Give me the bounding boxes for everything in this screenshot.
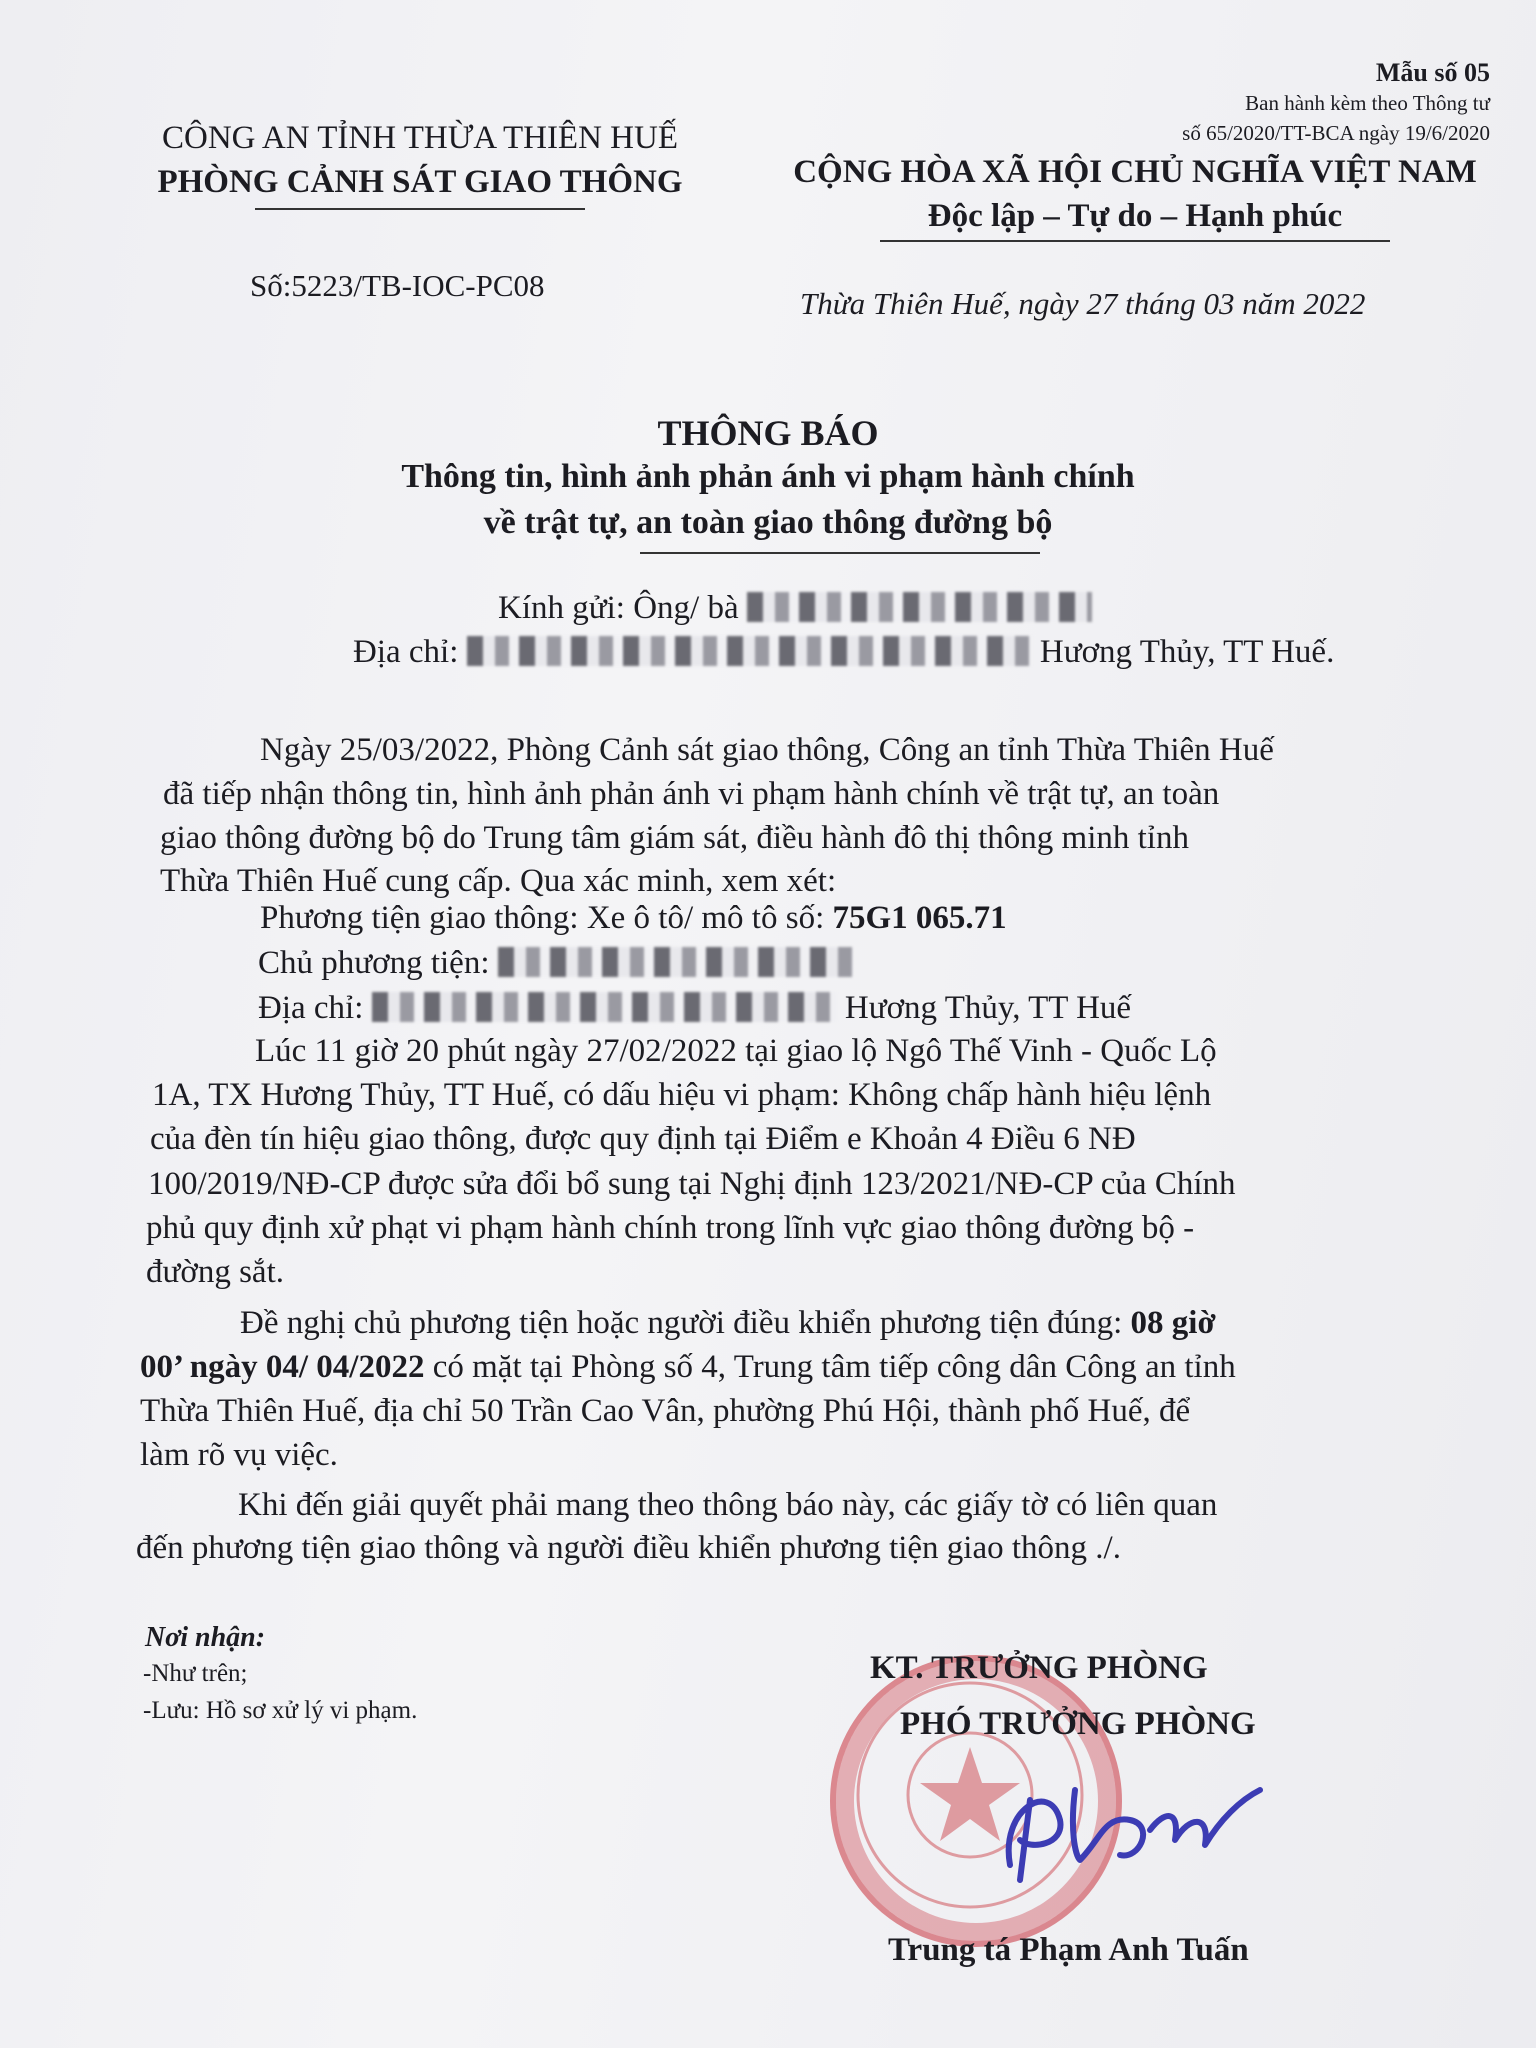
form-issued-line1: Ban hành kèm theo Thông tư (1245, 91, 1490, 115)
body-line-appointment (240, 1305, 1216, 1342)
owner-address-line (258, 990, 1131, 1027)
document-title: THÔNG BÁO (657, 413, 879, 453)
owner-label: Chủ phương tiện: (258, 945, 490, 981)
form-code-block (1130, 58, 1490, 148)
body-line: Khi đến giải quyết phải mang theo thông báo này, các giấy tờ có liên quan (238, 1487, 1218, 1523)
body-line: đã tiếp nhận thông tin, hình ảnh phản ánh vi phạm hành chính về trật tự, an toàn (163, 776, 1220, 812)
issuer-line2: PHÒNG CẢNH SÁT GIAO THÔNG (157, 164, 683, 200)
document-subtitle-2: về trật tự, an toàn giao thông đường bộ (483, 504, 1053, 541)
signer-title-2: PHÓ TRƯỞNG PHÒNG (900, 1706, 1256, 1742)
body-line: đến phương tiện giao thông và người điều khiển phương tiện giao thông ./. (136, 1530, 1121, 1566)
body-line: Ngày 25/03/2022, Phòng Cảnh sát giao thông, Công an tỉnh Thừa Thiên Huế (260, 732, 1274, 768)
body-line: đường sắt. (146, 1254, 284, 1290)
body-line: Thừa Thiên Huế cung cấp. Qua xác minh, xem xét: (160, 863, 837, 899)
form-number: Mẫu số 05 (1375, 58, 1490, 87)
body-line: của đèn tín hiệu giao thông, được quy định tại Điểm e Khoản 4 Điều 6 NĐ (150, 1121, 1136, 1157)
signer-name: Trung tá Phạm Anh Tuấn (888, 1932, 1249, 1968)
recipients-item: -Lưu: Hồ sơ xử lý vi phạm. (143, 1697, 418, 1724)
redacted-owner (498, 947, 853, 977)
recipients-item: -Như trên; (143, 1660, 248, 1687)
recipient-address-line (353, 634, 1334, 671)
handwritten-signature (990, 1770, 1270, 1890)
body-line-appointment-2 (140, 1349, 1236, 1386)
body-line: làm rõ vụ việc. (140, 1437, 338, 1473)
national-motto: Độc lập – Tự do – Hạnh phúc (927, 198, 1343, 234)
document-date: Thừa Thiên Huế, ngày 27 tháng 03 năm 2022 (800, 286, 1366, 321)
owner-line (258, 945, 853, 982)
appointment-date: 00’ ngày 04/ 04/2022 (140, 1349, 425, 1385)
recipient-address-label: Địa chỉ: (353, 634, 459, 670)
vehicle-label: Phương tiện giao thông: Xe ô tô/ mô tô số: (260, 900, 825, 936)
body-line: Lúc 11 giờ 20 phút ngày 27/02/2022 tại giao lộ Ngô Thế Vinh - Quốc Lộ (255, 1033, 1217, 1069)
vehicle-plate: 75G1 065.71 (832, 900, 1007, 936)
redacted-name (747, 592, 1092, 622)
recipients-label: Nơi nhận: (145, 1622, 266, 1653)
issuer-line1: CÔNG AN TỈNH THỪA THIÊN HUẾ (161, 120, 678, 156)
document-number: Số:5223/TB-IOC-PC08 (250, 268, 545, 303)
national-header (745, 150, 1525, 242)
body-line: 1A, TX Hương Thủy, TT Huế, có dấu hiệu vi phạm: Không chấp hành hiệu lệnh (152, 1077, 1212, 1113)
owner-address-tail: Hương Thủy, TT Huế (844, 990, 1132, 1026)
redacted-owner-address (372, 992, 837, 1022)
recipient-address-tail: Hương Thủy, TT Huế. (1039, 634, 1335, 670)
body-line: Thừa Thiên Huế, địa chỉ 50 Trần Cao Vân, phường Phú Hội, thành phố Huế, để (140, 1393, 1191, 1429)
issuer-header (120, 116, 720, 210)
title-underline (640, 552, 1040, 554)
body-line: phủ quy định xử phạt vi phạm hành chính trong lĩnh vực giao thông đường bộ - (146, 1210, 1195, 1246)
appointment-text: Đề nghị chủ phương tiện hoặc người điều khiển phương tiện đúng: (240, 1305, 1123, 1341)
vehicle-line (260, 900, 1007, 937)
redacted-address (467, 636, 1032, 666)
document-subtitle-1: Thông tin, hình ảnh phản ánh vi phạm hành chính (401, 458, 1135, 495)
body-line: 100/2019/NĐ-CP được sửa đổi bổ sung tại Nghị định 123/2021/NĐ-CP của Chính (148, 1166, 1236, 1202)
body-line: giao thông đường bộ do Trung tâm giám sát, điều hành đô thị thông minh tỉnh (160, 820, 1189, 856)
motto-underline (880, 240, 1390, 242)
signer-title-1: KT. TRƯỞNG PHÒNG (870, 1650, 1208, 1686)
owner-address-label: Địa chỉ: (258, 990, 364, 1026)
appointment-time-hour: 08 giờ (1130, 1305, 1216, 1341)
form-issued-line2: số 65/2020/TT-BCA ngày 19/6/2020 (1182, 121, 1490, 145)
recipient-line (498, 590, 1092, 627)
recipient-label: Kính gửi: Ông/ bà (498, 590, 739, 626)
issuer-underline (255, 208, 585, 210)
national-line1: CỘNG HÒA XÃ HỘI CHỦ NGHĨA VIỆT NAM (793, 154, 1477, 190)
appointment-place: có mặt tại Phòng số 4, Trung tâm tiếp công dân Công an tỉnh (432, 1349, 1236, 1385)
